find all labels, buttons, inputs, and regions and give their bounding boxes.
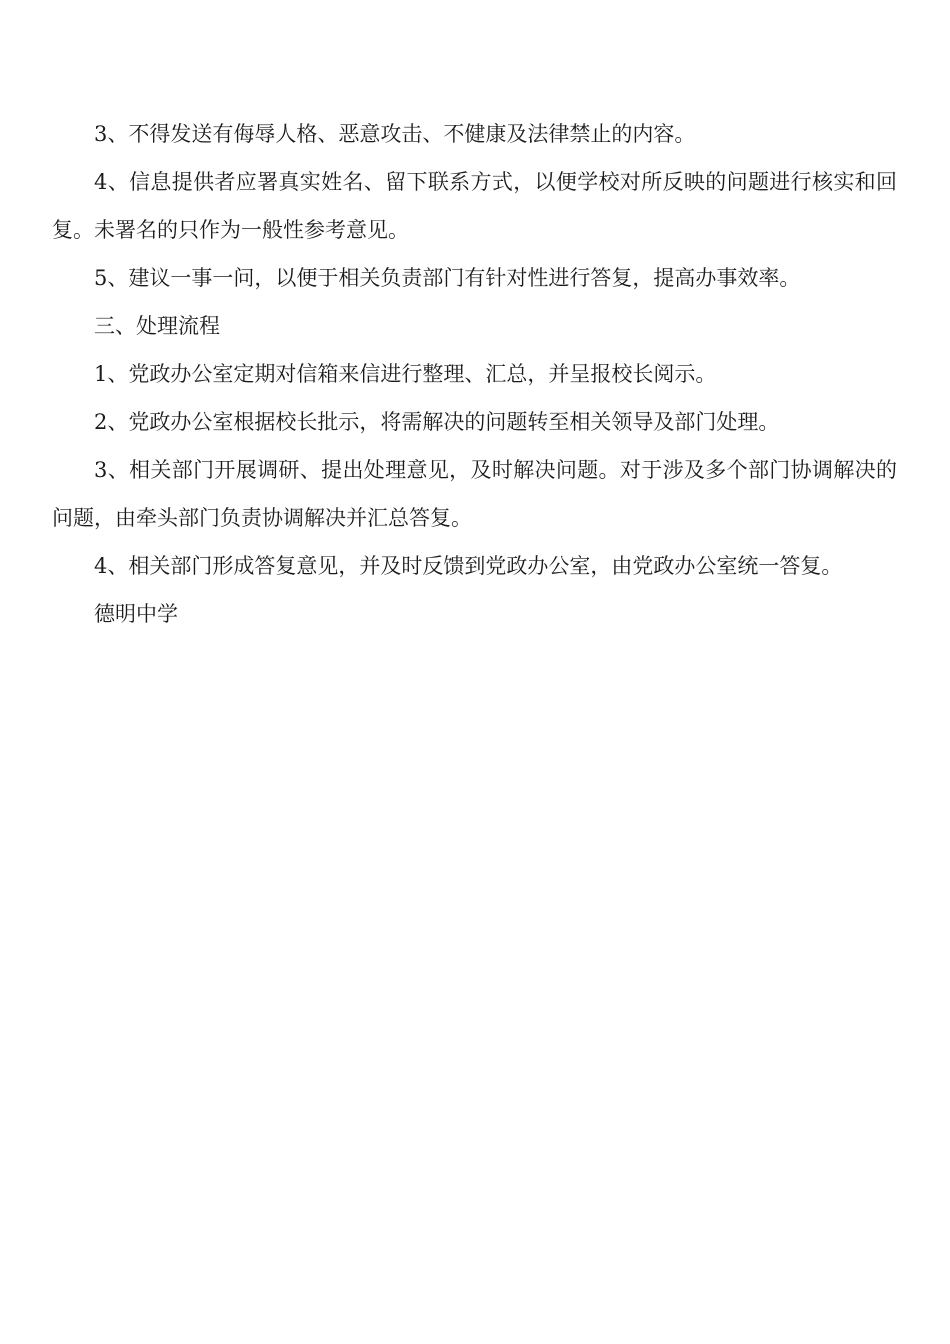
- process-step-1: 1、党政办公室定期对信箱来信进行整理、汇总，并呈报校长阅示。: [94, 362, 717, 386]
- process-step-4: 4、相关部门形成答复意见，并及时反馈到党政办公室，由党政办公室统一答复。: [94, 554, 843, 578]
- process-step-2: 2、党政办公室根据校长批示，将需解决的问题转至相关领导及部门处理。: [94, 410, 780, 434]
- rule-item-5: 5、建议一事一问，以便于相关负责部门有针对性进行答复，提高办事效率。: [94, 266, 801, 290]
- section-heading-process: 三、处理流程: [94, 314, 220, 338]
- document-body: [52, 110, 897, 638]
- rule-item-3: 3、不得发送有侮辱人格、恶意攻击、不健康及法律禁止的内容。: [94, 122, 696, 146]
- signature: 德明中学: [94, 602, 178, 626]
- rule-item-4: 4、信息提供者应署真实姓名、留下联系方式，以便学校对所反映的问题进行核实和回复。未署名的只作为一般性参考意见。: [52, 170, 897, 242]
- process-step-3: 3、相关部门开展调研、提出处理意见，及时解决问题。对于涉及多个部门协调解决的问题，由牵头部门负责协调解决并汇总答复。: [52, 458, 897, 530]
